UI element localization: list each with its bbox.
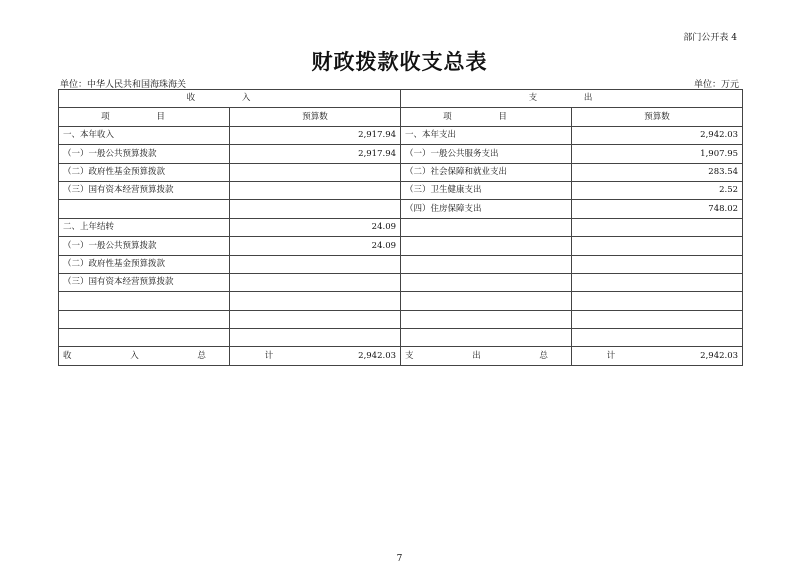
expense-item: （三）卫生健康支出 xyxy=(401,181,572,199)
income-item xyxy=(59,292,230,310)
table-row xyxy=(59,218,743,236)
table-row xyxy=(59,126,743,144)
income-value xyxy=(230,181,401,199)
expense-value: 283.54 xyxy=(572,163,743,181)
page-number: 7 xyxy=(396,554,403,564)
expense-value xyxy=(572,218,743,236)
income-value xyxy=(230,292,401,310)
expense-item: 一、本年支出 xyxy=(401,126,572,144)
expense-value xyxy=(572,292,743,310)
income-value: 24.09 xyxy=(230,218,401,236)
expense-item xyxy=(401,310,572,328)
table-row xyxy=(59,292,743,310)
income-item: （三）国有资本经营预算拨款 xyxy=(59,273,230,291)
income-item xyxy=(59,310,230,328)
expense-item xyxy=(401,218,572,236)
expense-item xyxy=(401,237,572,255)
expense-value xyxy=(572,255,743,273)
income-item: 二、上年结转 xyxy=(59,218,230,236)
expense-header: 支 出 xyxy=(401,90,743,108)
income-item xyxy=(59,329,230,347)
income-value xyxy=(230,273,401,291)
expense-budget-header: 预算数 xyxy=(572,108,743,126)
expense-item xyxy=(401,292,572,310)
income-item: （二）政府性基金预算拨款 xyxy=(59,255,230,273)
unit-currency: 单位：万元 xyxy=(693,80,739,90)
income-item: 一、本年收入 xyxy=(59,126,230,144)
column-header-row xyxy=(59,108,743,126)
income-item: （三）国有资本经营预算拨款 xyxy=(59,181,230,199)
income-value xyxy=(230,255,401,273)
expense-value: 748.02 xyxy=(572,200,743,218)
table-row xyxy=(59,145,743,163)
expense-item xyxy=(401,273,572,291)
income-value: 2,917.94 xyxy=(230,145,401,163)
expense-item-header: 项 目 xyxy=(401,108,572,126)
income-item xyxy=(59,200,230,218)
section-header-row xyxy=(59,90,743,108)
table-row xyxy=(59,310,743,328)
expense-value: 1,907.95 xyxy=(572,145,743,163)
total-row xyxy=(59,347,743,365)
table-row xyxy=(59,273,743,291)
total-income-label: 收 入 总 计 xyxy=(59,347,230,365)
page-title: 财政拨款收支总表 xyxy=(311,49,488,74)
form-id: 部门公开表 4 xyxy=(683,33,737,43)
expense-value xyxy=(572,273,743,291)
expense-item: （四）住房保障支出 xyxy=(401,200,572,218)
expense-value xyxy=(572,310,743,328)
income-header: 收 入 xyxy=(59,90,401,108)
table-row xyxy=(59,181,743,199)
total-expense-label: 支 出 总 计 xyxy=(401,347,572,365)
budget-summary-table xyxy=(58,89,743,366)
table-row xyxy=(59,329,743,347)
income-value xyxy=(230,329,401,347)
table-row xyxy=(59,200,743,218)
income-budget-header: 预算数 xyxy=(230,108,401,126)
table-row xyxy=(59,255,743,273)
total-income-value: 2,942.03 xyxy=(230,347,401,365)
expense-value xyxy=(572,237,743,255)
total-expense-value: 2,942.03 xyxy=(572,347,743,365)
income-value xyxy=(230,310,401,328)
unit-organization: 单位：中华人民共和国海珠海关 xyxy=(60,80,187,90)
expense-item xyxy=(401,329,572,347)
income-value: 24.09 xyxy=(230,237,401,255)
expense-value xyxy=(572,329,743,347)
income-item: （一）一般公共预算拨款 xyxy=(59,145,230,163)
expense-value: 2,942.03 xyxy=(572,126,743,144)
income-item-header: 项 目 xyxy=(59,108,230,126)
expense-item: （一）一般公共服务支出 xyxy=(401,145,572,163)
income-item: （一）一般公共预算拨款 xyxy=(59,237,230,255)
table-row xyxy=(59,163,743,181)
expense-item xyxy=(401,255,572,273)
expense-item: （二）社会保障和就业支出 xyxy=(401,163,572,181)
income-value: 2,917.94 xyxy=(230,126,401,144)
income-value xyxy=(230,200,401,218)
income-item: （二）政府性基金预算拨款 xyxy=(59,163,230,181)
income-value xyxy=(230,163,401,181)
expense-value: 2.52 xyxy=(572,181,743,199)
table-row xyxy=(59,237,743,255)
